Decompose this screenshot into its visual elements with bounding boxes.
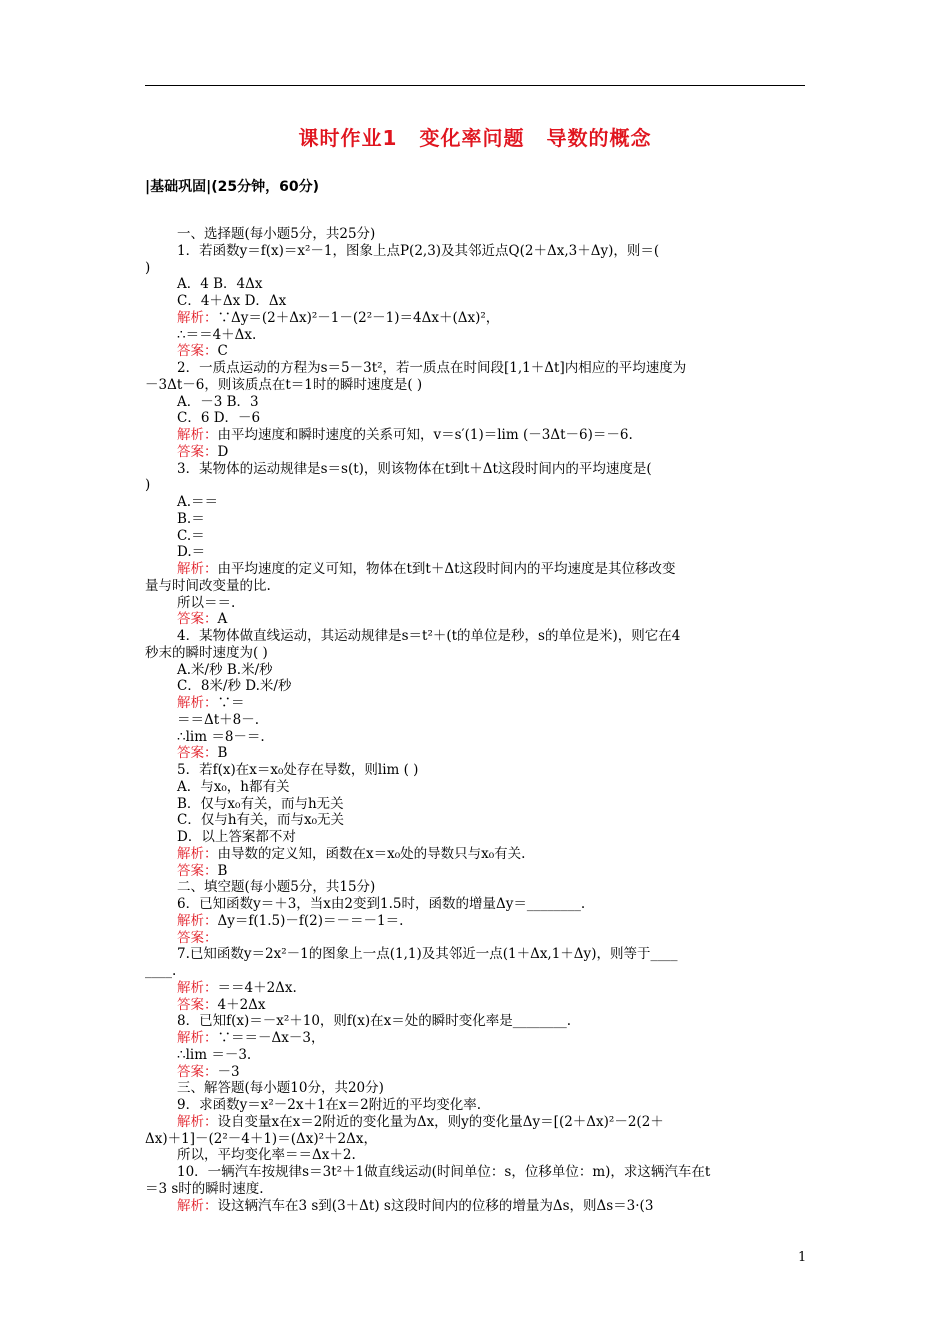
text-line <box>145 427 807 444</box>
answer-label: 解析： <box>177 1030 218 1046</box>
line-text: ＝＝4＋2Δx. <box>217 979 297 996</box>
line-text: 所以＝＝. <box>177 594 236 611</box>
line-text: A．与x₀，h都有关 <box>177 778 290 795</box>
line-text: C.＝ <box>177 527 205 544</box>
line-text: C．4＋Δx D．Δx <box>177 293 287 309</box>
line-text: ＝＝Δt＋8－. <box>177 711 260 728</box>
title-part-2: 变化率问题 <box>419 126 525 150</box>
text-line <box>145 528 807 545</box>
line-text: ∴lim ＝－3. <box>177 1046 252 1063</box>
text-line <box>145 745 807 762</box>
text-line <box>145 930 807 947</box>
line-text: 1．若函数y＝f(x)＝x²－1，图象上点P(2,3)及其邻近点Q(2＋Δx,3＋Δy)，则＝( <box>177 242 660 259</box>
text-line <box>145 444 807 461</box>
text-line <box>145 762 807 779</box>
line-text: B <box>217 862 228 879</box>
text-line <box>145 578 807 595</box>
answer-label: 解析： <box>177 309 218 326</box>
line-text: 设自变量x在x＝2附近的变化量为Δx，则y的变化量Δy＝[(2＋Δx)²－2(2＋ <box>217 1113 664 1130</box>
text-line <box>145 662 807 679</box>
line-text: 设这辆汽车在3 s到(3＋Δt) s这段时间内的位移的增量为Δs，则Δs＝3·(3 <box>217 1197 654 1214</box>
line-text: ＝3 s时的瞬时速度. <box>145 1180 264 1197</box>
text-line <box>145 896 807 913</box>
text-line <box>145 980 807 997</box>
line-text: B <box>217 745 228 762</box>
text-line <box>145 1047 807 1064</box>
line-text: 5．若f(x)在x＝x₀处存在导数，则lim ( ) <box>177 762 419 778</box>
line-text: 8．已知f(x)＝－x²＋10，则f(x)在x＝处的瞬时变化率是________. <box>177 1013 571 1030</box>
answer-label: 答案： <box>177 611 218 628</box>
line-text: Δx)＋1]－(2²－4＋1)＝(Δx)²＋2Δx， <box>145 1130 377 1147</box>
line-text: 7.已知函数y＝2x²－1的图象上一点(1,1)及其邻近一点(1＋Δx,1＋Δy)，则等于____ <box>177 946 678 963</box>
text-line <box>145 360 807 377</box>
text-line <box>145 343 807 360</box>
line-text: －3Δt－6，则该质点在t＝1时的瞬时速度是( ) <box>145 376 423 393</box>
answer-label: 解析： <box>177 1197 218 1214</box>
answer-label: 解析： <box>177 427 218 443</box>
answer-label: 答案： <box>177 343 218 360</box>
text-line <box>145 1198 807 1215</box>
line-text: C．6 D．－6 <box>177 410 261 427</box>
text-line <box>145 410 807 427</box>
line-text: C．8米/秒 D.米/秒 <box>177 678 292 695</box>
text-line <box>145 1181 807 1198</box>
answer-label: 答案： <box>177 745 218 762</box>
line-text: C．仅与h有关，而与x₀无关 <box>177 812 345 829</box>
text-line <box>145 863 807 880</box>
text-line <box>145 712 807 729</box>
text-line <box>145 846 807 863</box>
line-text: A.＝＝ <box>177 494 219 510</box>
text-line <box>145 1164 807 1181</box>
title-part-1: 课时作业1 <box>298 126 398 150</box>
text-line <box>145 377 807 394</box>
line-text: D.＝ <box>177 544 206 561</box>
line-text: ∵Δy＝(2＋Δx)²－1－(2²－1)＝4Δx＋(Δx)²， <box>217 309 500 326</box>
text-line <box>145 879 807 896</box>
line-text: D．以上答案都不对 <box>177 829 296 845</box>
text-line <box>145 645 807 662</box>
text-line <box>145 1064 807 1081</box>
text-line <box>145 293 807 310</box>
answer-label: 解析： <box>177 695 218 711</box>
text-line <box>145 779 807 796</box>
text-line <box>145 327 807 344</box>
text-line <box>145 561 807 578</box>
text-line <box>145 1097 807 1114</box>
answer-label: 答案： <box>177 443 218 460</box>
line-text: 3．某物体的运动规律是s＝s(t)，则该物体在t到t＋Δt这段时间内的平均速度是( <box>177 460 652 477</box>
text-line <box>145 394 807 411</box>
text-line <box>145 628 807 645</box>
text-line <box>145 611 807 628</box>
line-text: 4．某物体做直线运动，其运动规律是s＝t²＋(t的单位是秒，s的单位是米)，则它在4 <box>177 628 681 644</box>
text-line <box>145 1030 807 1047</box>
answer-label: 答案： <box>177 1063 218 1080</box>
text-line <box>145 276 807 293</box>
answer-label: 解析： <box>177 912 218 929</box>
title-part-3: 导数的概念 <box>546 126 652 150</box>
line-text: A．4 B．4Δx <box>177 276 263 293</box>
line-text: A．－3 B．3 <box>177 393 259 410</box>
text-line <box>145 1131 807 1148</box>
answer-label: 答案： <box>177 862 218 879</box>
line-text: B．仅与x₀有关，而与h无关 <box>177 795 344 812</box>
header-rule <box>145 85 805 86</box>
line-text: －3 <box>217 1063 240 1080</box>
answer-label: 解析： <box>177 561 218 577</box>
text-line <box>145 243 807 260</box>
answer-label: 解析： <box>177 979 218 996</box>
text-line <box>145 494 807 511</box>
text-line <box>145 511 807 528</box>
line-text: ∵＝ <box>217 695 245 711</box>
text-line <box>145 1114 807 1131</box>
text-line <box>145 544 807 561</box>
section-heading: |基础巩固|(25分钟，60分) <box>145 179 319 195</box>
line-text: 一、选择题(每小题5分，共25分) <box>177 226 376 242</box>
line-text: 三、解答题(每小题10分，共20分) <box>177 1080 384 1097</box>
text-line <box>145 1080 807 1097</box>
line-text: 6．已知函数y＝＋3，当x由2变到1.5时，函数的增量Δy＝________. <box>177 896 586 912</box>
answer-label: 答案： <box>177 996 218 1013</box>
line-text: 4＋2Δx <box>217 996 266 1013</box>
line-text: Δy＝f(1.5)－f(2)＝－＝－1＝. <box>217 912 404 929</box>
text-line <box>145 678 807 695</box>
line-text: ____. <box>145 963 177 979</box>
text-line <box>145 946 807 963</box>
line-text: 秒末的瞬时速度为( ) <box>145 644 268 661</box>
answer-label: 解析： <box>177 1113 218 1130</box>
text-line <box>145 310 807 327</box>
line-text: B.＝ <box>177 510 205 527</box>
text-line <box>145 695 807 712</box>
text-line <box>145 1147 807 1164</box>
answer-label: 解析： <box>177 845 218 862</box>
line-text: 二、填空题(每小题5分，共15分) <box>177 879 376 896</box>
text-line <box>145 963 807 980</box>
text-line <box>145 595 807 612</box>
text-line <box>145 729 807 746</box>
text-line <box>145 1013 807 1030</box>
line-text: 由导数的定义知，函数在x＝x₀处的导数只与x₀有关. <box>217 845 526 862</box>
text-line <box>145 477 807 494</box>
line-text: ∴lim ＝8－＝. <box>177 728 265 745</box>
document-body <box>145 226 807 1214</box>
text-line <box>145 997 807 1014</box>
line-text: ) <box>145 259 151 276</box>
line-text: 所以，平均变化率＝＝Δx＋2. <box>177 1147 356 1164</box>
text-line <box>145 461 807 478</box>
answer-label: 答案： <box>177 929 218 946</box>
text-line <box>145 913 807 930</box>
line-text: 10．一辆汽车按规律s＝3t²＋1做直线运动(时间单位：s，位移单位：m)，求这辆汽车在t <box>177 1164 711 1180</box>
text-line <box>145 260 807 277</box>
page-number: 1 <box>798 1250 807 1265</box>
line-text: 9．求函数y＝x²－2x＋1在x＝2附近的平均变化率. <box>177 1097 482 1113</box>
line-text: C <box>217 343 228 360</box>
line-text: 量与时间改变量的比. <box>145 577 271 594</box>
line-text: ∵＝＝－Δx－3， <box>217 1030 325 1046</box>
text-line <box>145 812 807 829</box>
line-text: A <box>217 611 228 628</box>
page-title <box>0 122 950 151</box>
line-text: 2．一质点运动的方程为s＝5－3t²，若一质点在时间段[1,1＋Δt]内相应的平均速度为 <box>177 360 687 376</box>
line-text: ∴＝＝4＋Δx. <box>177 326 257 343</box>
text-line <box>145 829 807 846</box>
line-text: A.米/秒 B.米/秒 <box>177 661 273 678</box>
line-text: 由平均速度和瞬时速度的关系可知，v＝s′(1)＝lim (－3Δt－6)＝－6. <box>217 427 633 443</box>
line-text: D <box>217 443 229 460</box>
line-text: 由平均速度的定义可知，物体在t到t＋Δt这段时间内的平均速度是其位移改变 <box>217 561 676 577</box>
text-line <box>145 226 807 243</box>
text-line <box>145 796 807 813</box>
line-text: ) <box>145 477 151 494</box>
